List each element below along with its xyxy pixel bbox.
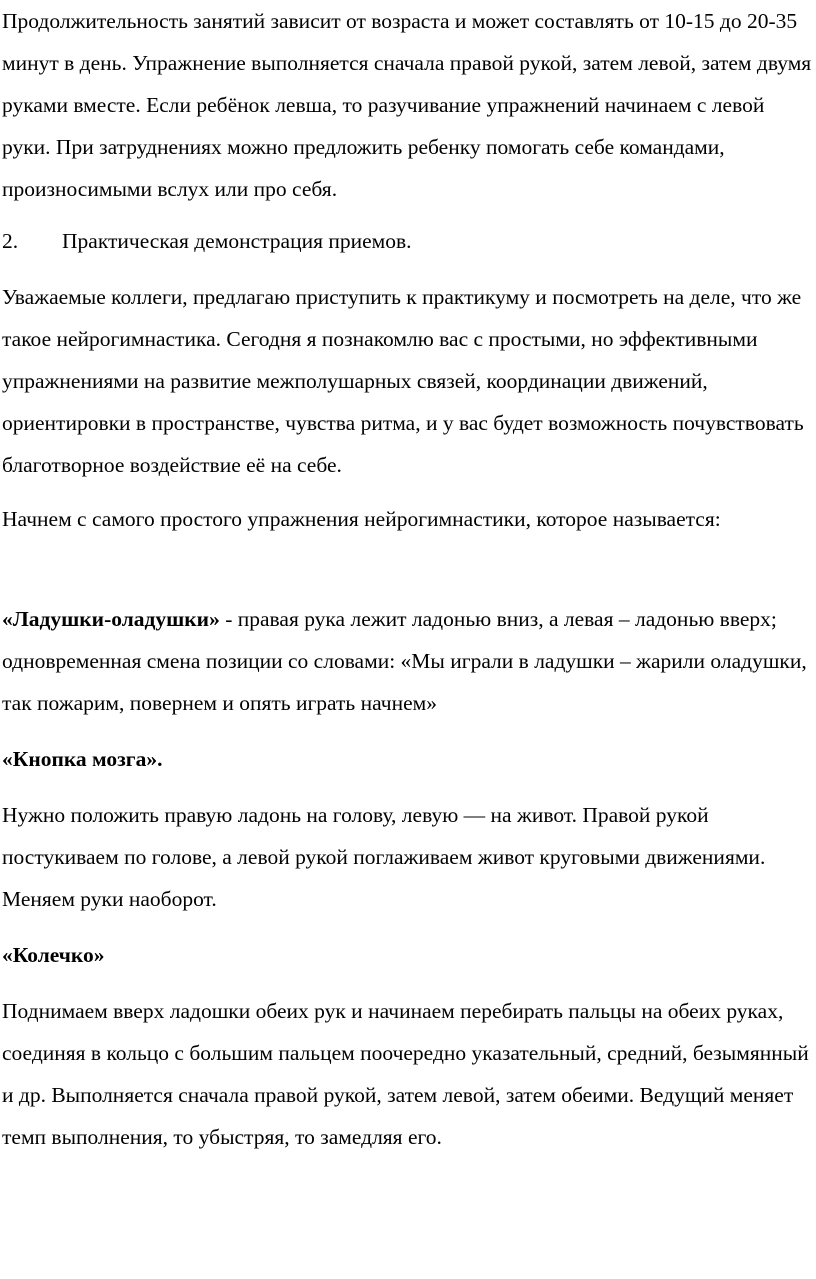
paragraph-duration: Продолжительность занятий зависит от возраста и может составлять от 10-15 до 20-35 минут в день. Упражнение выполняется сначала правой рукой, затем левой, затем двумя руками вместе. Если ребёнок левша, то разучивание упражнений начинаем с левой руки. При затруднениях можно предложить ребенку помогать себе командами, произносимыми вслух или про себя.	[2, 9, 812, 201]
paragraph-colleagues: Уважаемые коллеги, предлагаю приступить к практикуму и посмотреть на деле, что же такое нейрогимнастика. Сегодня я познакомлю вас с простыми, но эффективными упражнениями на развитие межполушарных связей, координации движений, ориентировки в пространстве, чувства ритма, и у вас будет возможность почувствовать благотворное воздействие её на себе.	[2, 285, 804, 477]
list-item-demonstration	[2, 220, 814, 262]
exercise-title-ladushki: «Ладушки-оладушки»	[2, 607, 220, 631]
exercise-text-ladushki: - правая рука лежит ладонью вниз, а левая – ладонью вверх; одновременная смена позиции со словами: «Мы играли в ладушки – жарили оладушки, так пожарим, повернем и опять играть начнем»	[2, 607, 807, 715]
list-text: Практическая демонстрация приемов.	[62, 229, 412, 253]
paragraph-exercise-ring: Поднимаем вверх ладошки обеих рук и начинаем перебирать пальцы на обеих руках, соединяя в кольцо с большим пальцем поочередно указательный, средний, безымянный и др. Выполняется сначала правой рукой, затем левой, затем обеими. Ведущий меняет темп выполнения, то убыстряя, то замедляя его.	[2, 999, 809, 1149]
exercise-title-brain-button: «Кнопка мозга».	[2, 747, 163, 771]
exercise-title-ring: «Колечко»	[2, 943, 105, 967]
paragraph-intro-exercise: Начнем с самого простого упражнения нейрогимнастики, которое называется:	[2, 507, 721, 531]
paragraph-exercise-brain-button: Нужно положить правую ладонь на голову, левую — на живот. Правой рукой постукиваем по голове, а левой рукой поглаживаем живот круговыми движениями. Меняем руки наоборот.	[2, 803, 766, 911]
paragraph-exercise-ladushki	[0, 598, 816, 724]
list-number: 2.	[2, 229, 19, 253]
